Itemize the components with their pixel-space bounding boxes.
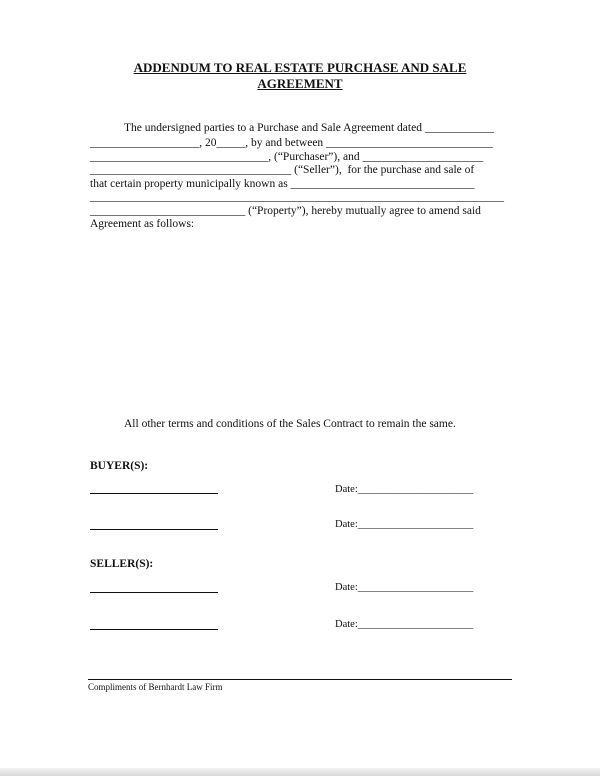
intro-line-2: ___________________, 20_____, by and between _____________________________ — [90, 137, 493, 149]
sellers-label: SELLER(S): — [90, 558, 154, 570]
seller-date-1[interactable]: Date:______________________ — [335, 582, 474, 593]
intro-line-3: _______________________________, (“Purchaser”), and _____________________ — [90, 151, 484, 163]
buyers-label: BUYER(S): — [90, 460, 149, 472]
seller-signature-line-2[interactable] — [90, 629, 218, 630]
intro-line-4: ___________________________________ (“Seller”), for the purchase and sale of — [90, 164, 475, 176]
seller-date-2[interactable]: Date:______________________ — [335, 619, 474, 630]
buyer-signature-line-2[interactable] — [90, 529, 218, 530]
buyer-signature-line-1[interactable] — [90, 493, 218, 494]
intro-line-1: The undersigned parties to a Purchase and Sale Agreement dated ____________ — [124, 122, 494, 134]
buyer-date-1[interactable]: Date:______________________ — [335, 484, 474, 495]
document-title-line-2: AGREEMENT — [257, 76, 343, 91]
buyer-date-2[interactable]: Date:______________________ — [335, 519, 474, 530]
footer-divider — [88, 679, 512, 680]
page-bottom-edge — [0, 768, 600, 776]
closing-statement: All other terms and conditions of the Sales Contract to remain the same. — [124, 418, 456, 430]
intro-line-7: ___________________________ (“Property”), hereby mutually agree to amend said — [90, 205, 481, 217]
intro-line-6: ________________________________________________________________________ — [90, 191, 504, 203]
intro-line-5: that certain property municipally known as ________________________________ — [90, 178, 475, 190]
seller-signature-line-1[interactable] — [90, 592, 218, 593]
intro-line-8: Agreement as follows: — [90, 218, 195, 230]
document-title-line-1: ADDENDUM TO REAL ESTATE PURCHASE AND SALE — [133, 60, 467, 75]
footer-credit: Compliments of Bernhardt Law Firm — [88, 682, 223, 692]
